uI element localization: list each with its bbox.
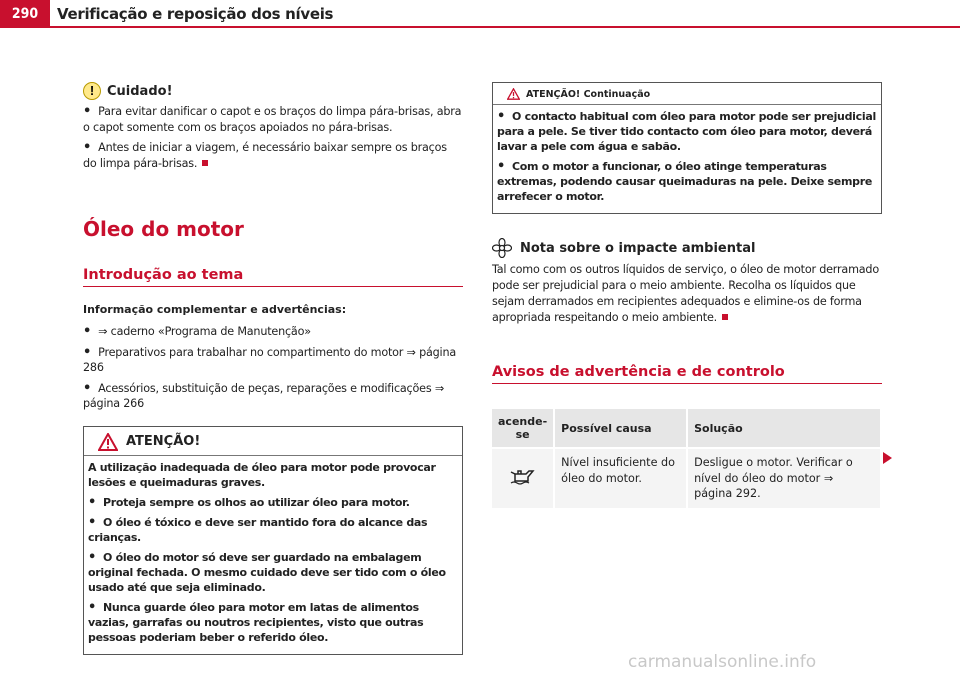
right-column: [492, 82, 882, 508]
table-header-solution: Solução: [687, 409, 881, 448]
environment-title: Nota sobre o impacte ambiental: [520, 240, 756, 256]
bullet-icon: •: [88, 514, 97, 530]
table-cell-solution: Desligue o motor. Verificar o nível do óleo do motor ⇒ página 292.: [687, 448, 881, 508]
caution-item: • Para evitar danificar o capot e os braços do limpa pára-brisas, abra o capot somente com os braços apoiados no pára-brisas.: [83, 104, 462, 134]
table-header-lights: acende-se: [492, 409, 554, 448]
flower-icon: [492, 238, 512, 258]
environment-text: Tal como com os outros líquidos de serviço, o óleo de motor derramado pode ser prejudicial para o meio ambiente. Recolha os líquidos que sejam derramados em recipientes adequados e elimine-os de forma apropriada respeitando o meio ambiente.: [492, 263, 879, 324]
info-item: • Acessórios, substituição de peças, reparações e modificações ⇒ página 266: [83, 380, 444, 410]
end-of-section-icon: [202, 160, 208, 166]
left-column: [83, 82, 463, 655]
environment-heading: [492, 238, 882, 258]
bullet-icon: •: [88, 599, 97, 615]
bullet-icon: •: [83, 344, 92, 360]
warning-item: • O contacto habitual com óleo para motor pode ser prejudicial para a pele. Se tiver tido contacto com óleo para motor, deverá lavar a pele com água e sabão.: [497, 109, 876, 153]
warning-item: • Proteja sempre os olhos ao utilizar óleo para motor.: [88, 494, 410, 510]
info-label: Informação complementar e advertências:: [83, 303, 347, 316]
warning-continued-heading: [493, 83, 881, 105]
bullet-icon: •: [88, 549, 97, 565]
caution-title: Cuidado!: [107, 83, 173, 99]
indicators-title: Avisos de advertência e de controlo: [492, 364, 882, 384]
table-cell-cause: Nível insuficiente do óleo do motor.: [554, 448, 687, 508]
warning-box: [83, 426, 463, 655]
watermark: carmanualsonline.info: [628, 652, 817, 672]
bullet-icon: •: [83, 140, 92, 155]
warning-item: • O óleo do motor só deve ser guardado na embalagem original fechada. O mesmo cuidado deve ser tido com o óleo usado até que seja eliminado.: [88, 549, 446, 594]
page-number: 290: [0, 0, 50, 28]
chapter-title: Verificação e reposição dos níveis: [57, 5, 334, 23]
warning-continued-title: ATENÇÃO! Continuação: [526, 88, 651, 100]
caution-heading: [83, 82, 463, 100]
next-page-arrow-icon: [883, 452, 892, 464]
indicators-table: [492, 409, 882, 508]
page-header: [0, 0, 960, 28]
warning-continued-body: [493, 105, 881, 213]
bullet-icon: •: [83, 104, 92, 119]
bullet-icon: •: [497, 109, 506, 124]
info-item: • ⇒ caderno «Programa de Manutenção»: [83, 324, 311, 339]
warning-triangle-icon: [98, 433, 118, 451]
bullet-icon: •: [88, 494, 97, 510]
caution-icon: !: [83, 82, 101, 100]
table-row: [492, 448, 881, 508]
bullet-icon: •: [83, 380, 92, 396]
section-subtitle: Introdução ao tema: [83, 267, 463, 287]
warning-heading: [84, 427, 462, 456]
end-of-section-icon: [722, 314, 728, 320]
table-header-cause: Possível causa: [554, 409, 687, 448]
info-item: • Preparativos para trabalhar no compartimento do motor ⇒ página 286: [83, 344, 457, 374]
warning-intro: A utilização inadequada de óleo para motor pode provocar lesões e queimaduras graves.: [88, 460, 436, 489]
warning-item: • Com o motor a funcionar, o óleo atinge temperaturas extremas, podendo causar queimaduras na pele. Deixe sempre arrefecer o motor.: [497, 159, 872, 203]
table-cell-icon: [492, 448, 554, 508]
table-header-row: [492, 409, 881, 448]
bullet-icon: •: [83, 324, 92, 339]
oil-can-icon: [510, 467, 536, 485]
warning-title: ATENÇÃO!: [126, 434, 201, 449]
warning-continued-box: [492, 82, 882, 214]
warning-triangle-icon: [507, 88, 520, 100]
caution-item: • Antes de iniciar a viagem, é necessário baixar sempre os braços do limpa pára-brisas.: [83, 140, 447, 170]
warning-item: • Nunca guarde óleo para motor em latas de alimentos vazias, garrafas ou noutros recipientes, visto que outras pessoas poderiam beber o referido óleo.: [88, 599, 424, 644]
header-divider: [50, 26, 960, 28]
bullet-icon: •: [497, 159, 506, 174]
warning-item: • O óleo é tóxico e deve ser mantido fora do alcance das crianças.: [88, 514, 428, 544]
section-title: Óleo do motor: [83, 217, 244, 241]
warning-body: [84, 456, 462, 654]
